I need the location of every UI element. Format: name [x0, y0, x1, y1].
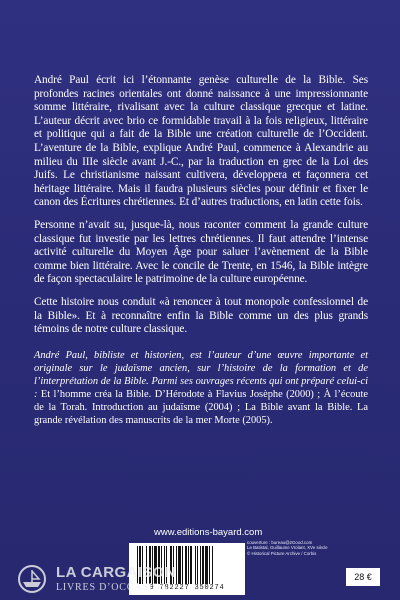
back-cover-text [34, 74, 368, 427]
summary-paragraph-3: Cette histoire nous conduit «à renoncer à tout monopole confessionnel de la Bible». Et à reconnaître enfin la Bible comme un des plus grands témoins de notre culture classique. [34, 295, 368, 336]
seller-watermark [14, 562, 177, 596]
author-bio [34, 349, 368, 427]
credit-line: couverture : bureau@2Good.com [247, 540, 313, 545]
summary-paragraph-1: André Paul écrit ici l’étonnante genèse culturelle de la Bible. Ses profondes racines orientales ont donné naissance à une impressionnante somme littéraire, rivalisant avec la culture classique grecque et latine. L’auteur décrit avec brio ce formidable travail à la fois religieux, littéraire et politique qui a fait de la Bible une création culturelle de l’Occident. L’aventure de la Bible, explique André Paul, commence à Alexandrie au milieu du IIIe siècle avant J.-C., par la traduction en grec de la Loi des Juifs. Le christianisme naissant cultivera, développera et façonnera cet héritage littéraire. Mais il faudra plusieurs siècles pour définir et fixer le canon des Écritures chrétiennes. Et d’autres traductions, en latin cette fois. [34, 74, 368, 209]
publisher-website: www.editions-bayard.com [154, 527, 263, 538]
watermark-subtitle: LIVRES D’OCCASION [56, 582, 169, 593]
cargaison-logo-icon [14, 564, 50, 594]
watermark-name: LA CARGAISON [56, 564, 177, 581]
author-bio-works: Et l’homme créa la Bible. D’Hérodote à Flavius Josèphe (2000) ; À l’écoute de la Torah. Introduction au judaïsme (2004) ; La Bible avant la Bible. La grande révélation des manuscrits de la mer Morte (2005). [34, 388, 368, 426]
isbn-number: 9 782227 350274 [149, 584, 225, 592]
cover-credits [247, 540, 337, 556]
summary-paragraph-2: Personne n’avait su, jusque-là, nous raconter comment la grande culture classique fut investie par les lettres chrétiennes. Il faut attendre l’intense activité culturelle du Moyen Âge pour saluer l’avènement de la Bible comme bien littéraire. Avec le concile de Trente, en 1546, la Bible intègre de façon spectaculaire le patrimoine de la culture européenne. [34, 218, 368, 286]
author-bio-intro: André Paul, bibliste et historien, est l’auteur d’une œuvre importante et originale sur le judaïsme ancien, sur l’histoire de la formation et de l’interprétation de la Bible. Parmi ses ouvrages récents qui ont préparé celui-ci : [34, 349, 368, 400]
credit-line: © Historical Picture Archive / Corbis [247, 550, 317, 556]
price-label: 28 € [346, 568, 380, 586]
credit-line: Le Batistal, Guillaume Vrolant, XVe siècle [247, 545, 328, 551]
